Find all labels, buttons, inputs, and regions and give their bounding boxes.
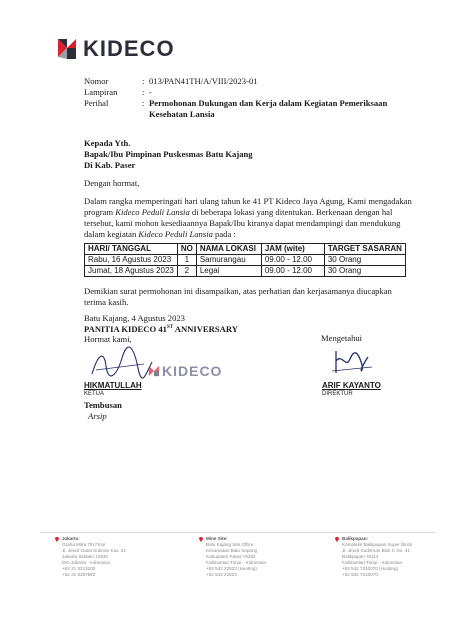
closing-paragraph: [84, 286, 417, 308]
committee-text: ANNIVERSARY: [173, 323, 238, 334]
footer-line: +62 543 22523: [206, 572, 237, 577]
recipient-name: Bapak/Ibu Pimpinan Puskesmas Batu Kajang: [84, 149, 253, 159]
committee-superscript: ST: [166, 325, 174, 330]
recipient-block: [84, 138, 253, 171]
table-cell: 30 Orang: [324, 266, 405, 277]
right-signature-icon: [328, 343, 380, 379]
signature-header: [84, 313, 238, 344]
meta-row-nomor: [84, 76, 424, 87]
table-cell: Legai: [196, 266, 261, 277]
footer-line: DKI Jakarta - Indonesia: [62, 560, 111, 565]
footer-line: +62 21 5213200: [62, 566, 96, 571]
table-cell: 2: [177, 266, 196, 277]
location-pin-icon: [335, 537, 339, 542]
footer-line: +62 543 22523 (Hunting): [206, 566, 257, 571]
table-cell: 09.00 - 12.00: [261, 255, 324, 266]
body-line: [84, 229, 417, 240]
footer-line: Batu Kajang Site Office: [206, 542, 254, 547]
footer-balikpapan: [342, 536, 452, 578]
closing-line: Demikian surat permohonan ini disampaikan, atas perhatian dan kerjasamanya diucapkan: [84, 286, 392, 296]
program-name: Kideco Peduli Lansia: [115, 207, 190, 217]
meta-row-lampiran: [84, 87, 424, 98]
meta-row-perihal: [84, 98, 424, 109]
body-text: di beberapa lokasi yang ditentukan. Berkenaan dengan hal: [189, 207, 393, 217]
meta-key: Nomor: [84, 76, 109, 86]
meta-key: Lampiran: [84, 87, 118, 97]
footer-line: Balikpapan 76114: [342, 554, 379, 559]
footer-line: Jl. Jendr Gatot Subroto Kav. 21: [62, 548, 126, 553]
recipient-location: Di Kab. Paser: [84, 160, 136, 170]
program-name: Kideco Peduli Lansia: [138, 229, 213, 239]
meta-key: Perihal: [84, 98, 109, 108]
footer-line: Kalimantan Timur - Indonesia: [206, 560, 266, 565]
table-cell: 1: [177, 255, 196, 266]
greeting: Dengan hormat,: [84, 178, 140, 188]
footer-line: Kecamatan Batu Sopang: [206, 548, 258, 553]
left-signer-name: HIKMATULLAH: [84, 381, 142, 390]
right-signer-name: ARIF KAYANTO: [322, 381, 381, 390]
table-cell: 09.00 - 12.00: [261, 266, 324, 277]
body-line: tersebut, kami mohon kesediaannya Bapak/Ibu kiranya dapat mendampingi dan mendukung: [84, 218, 401, 228]
meta-colon: :: [142, 87, 145, 97]
meta-colon: :: [142, 98, 145, 108]
meta-value: -: [149, 87, 152, 97]
logo-wordmark: KIDECO: [83, 36, 175, 61]
letter-meta: [84, 76, 424, 122]
location-pin-icon: [55, 537, 59, 542]
committee-text: PANITIA KIDECO 41: [84, 323, 167, 334]
footer-line: +62 21 5257662: [62, 572, 96, 577]
body-text: program: [84, 207, 116, 217]
meta-value: Permohonan Dukungan dan Kerja dalam Kegiatan Pemeriksaan: [149, 98, 388, 108]
place-date: Batu Kajang, 4 Agustus 2023: [84, 313, 185, 323]
recipient-salutation: Kepada Yth.: [84, 138, 131, 148]
footer-jakarta: [62, 536, 172, 578]
body-line: [84, 207, 417, 218]
footer-line: Jl. Jendr Sudirman Blok C No. 41: [342, 548, 410, 553]
table-row: [85, 255, 406, 266]
body-text: dalam kegiatan: [84, 229, 139, 239]
table-row: [85, 266, 406, 277]
schedule-table: [84, 243, 406, 277]
footer-line: Graha Mitra 7th Floor: [62, 542, 106, 547]
body-line: Dalam rangka memperingati hari ulang tahun ke 41 PT Kideco Jaya Agung, Kami mengadakan: [84, 196, 412, 206]
body-text: pada :: [212, 229, 236, 239]
right-signer-title: DIREKTUR: [322, 391, 353, 397]
footer-city: Mine Site:: [206, 536, 228, 541]
footer-line: Jakarta Selatan 12930: [62, 554, 108, 559]
cc-item: Arsip: [88, 411, 107, 421]
kideco-logo-icon: [55, 37, 79, 61]
table-cell: Rabu, 16 Agustus 2023: [85, 255, 178, 266]
footer-mine-site: [206, 536, 316, 578]
acknowledged-label: Mengetahui: [321, 333, 363, 343]
footer-city: Balikpapan:: [342, 536, 369, 541]
column-header: TARGET SASARAN: [324, 244, 405, 255]
left-signature-icon: [86, 344, 156, 382]
footer-line: Kabupaten Paser 76252: [206, 554, 256, 559]
column-header: JAM (wite): [261, 244, 324, 255]
footer-line: +62 542 7210070: [342, 572, 378, 577]
body-paragraph: [84, 196, 417, 240]
column-header: HARI/ TANGGAL: [85, 244, 178, 255]
column-header: NAMA LOKASI: [196, 244, 261, 255]
committee-name: [84, 323, 238, 334]
column-header: NO: [177, 244, 196, 255]
meta-value: 013/PAN41TH/A/VIII/2023-01: [149, 76, 258, 86]
left-signer-title: KETUA: [84, 391, 105, 397]
footer-divider: [40, 532, 435, 533]
closing-line: terima kasih.: [84, 297, 129, 307]
regards: Hormat kami,: [84, 333, 132, 344]
meta-colon: :: [142, 76, 145, 86]
location-pin-icon: [199, 537, 203, 542]
table-header-row: [85, 244, 406, 255]
footer-city: Jakarta:: [62, 536, 80, 541]
company-stamp: [148, 358, 228, 384]
stamp-text: KIDECO: [162, 363, 223, 379]
stamp-logo-icon: [148, 365, 160, 377]
cc-title: Tembusan: [84, 400, 122, 410]
meta-perihal-line2: Kesehatan Lansia: [149, 109, 215, 119]
table-cell: Jumat, 18 Agustus 2023: [85, 266, 178, 277]
footer-line: Kompleks Balikpapan Super Block: [342, 542, 413, 547]
company-logo: [55, 37, 175, 61]
table-cell: Samurangau: [196, 255, 261, 266]
footer-line: Kalimantan Timur - Indonesia: [342, 560, 402, 565]
footer-line: +62 542 7210070 (Hunting): [342, 566, 399, 571]
table-cell: 30 Orang: [324, 255, 405, 266]
